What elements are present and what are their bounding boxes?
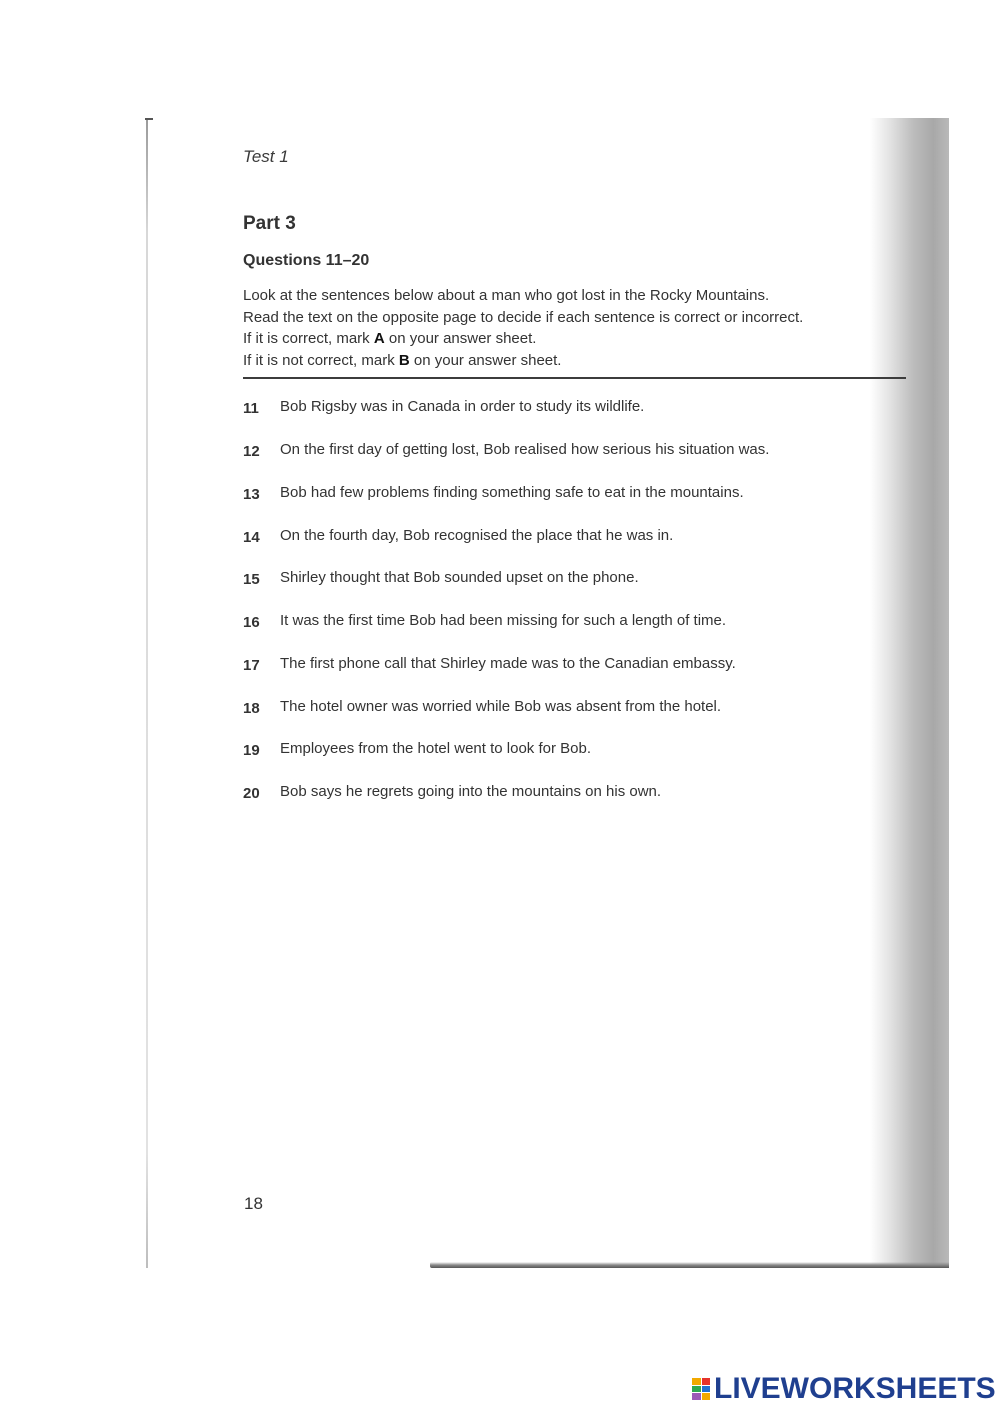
instruction-line-2: Read the text on the opposite page to decide if each sentence is correct or incorrect. [243,308,804,326]
page-left-edge [146,118,148,1268]
question-number: 11 [243,400,259,417]
question-text: Bob says he regrets going into the mountains on his own. [280,783,662,800]
liveworksheets-blocks-icon [692,1378,710,1400]
instruction-line-1: Look at the sentences below about a man who got lost in the Rocky Mountains. [243,287,770,304]
questions-range: Questions 11–20 [243,252,370,269]
instructions [243,285,883,371]
question-text: Shirley thought that Bob sounded upset on the phone. [280,569,639,586]
instruction-line-3 [243,328,883,350]
question-text: Bob Rigsby was in Canada in order to study its wildlife. [280,398,645,415]
question-number: 15 [243,571,260,588]
page-corner-mark [145,118,153,120]
running-title: Test 1 [243,147,289,166]
instruction-line-4 [243,350,883,372]
question-text: On the fourth day, Bob recognised the place that he was in. [280,527,674,544]
watermark-text: LIVEWORKSHEETS [714,1372,996,1405]
liveworksheets-watermark [692,1373,996,1405]
question-text: The first phone call that Shirley made was to the Canadian embassy. [280,655,736,672]
question-text: Employees from the hotel went to look for Bob. [280,740,591,757]
page-bottom-edge [430,1262,949,1268]
question-number: 17 [243,657,260,674]
instruction-line-4-post: on your answer sheet. [409,351,562,369]
question-text: The hotel owner was worried while Bob was absent from the hotel. [280,698,722,715]
question-number: 16 [243,614,260,631]
question-number: 18 [243,700,260,717]
question-number: 19 [243,742,260,759]
question-text: It was the first time Bob had been missing for such a length of time. [280,612,727,629]
section-divider [243,377,906,379]
page-number: 18 [244,1194,263,1213]
part-title: Part 3 [243,213,296,234]
question-text: On the first day of getting lost, Bob realised how serious his situation was. [280,441,770,458]
instruction-line-4-pre: If it is not correct, mark [243,351,399,369]
answer-mark-a: A [373,330,385,347]
instruction-line-3-pre: If it is correct, mark [243,330,374,347]
question-number: 12 [243,443,260,460]
instruction-line-3-post: on your answer sheet. [384,330,537,347]
question-number: 20 [243,785,260,802]
question-number: 14 [243,529,260,546]
question-number: 13 [243,486,260,503]
answer-mark-b: B [398,351,410,369]
question-text: Bob had few problems finding something safe to eat in the mountains. [280,484,744,501]
